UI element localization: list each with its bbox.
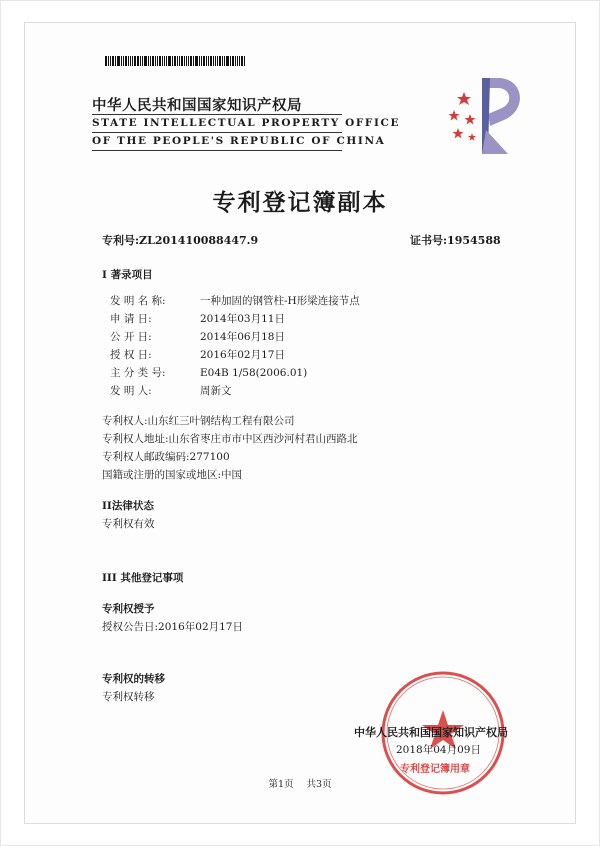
- certificate-number: 证书号:1954588: [410, 234, 501, 247]
- field-value: 周新文: [200, 385, 232, 397]
- field-label: 申 请 日:: [110, 313, 152, 325]
- grant-title: 专利权授予: [102, 603, 155, 615]
- field-row-inventor: [110, 383, 232, 398]
- transfer-text: 专利权转移: [102, 691, 155, 703]
- field-row-publication-date: [110, 329, 285, 344]
- office-name-en-line1: STATE INTELLECTUAL PROPERTY OFFICE: [92, 117, 401, 129]
- divider: [92, 150, 342, 151]
- field-row-invention-name: [110, 293, 360, 308]
- field-row-application-date: [110, 311, 285, 326]
- field-value: 一种加固的钢管柱-H形梁连接节点: [200, 295, 360, 307]
- legal-status: 专利权有效: [102, 518, 155, 530]
- divider: [92, 114, 342, 115]
- issuing-office: 中华人民共和国国家知识产权局: [354, 726, 508, 739]
- field-value: 2014年06月18日: [200, 331, 285, 343]
- field-label: 发 明 人:: [110, 385, 152, 397]
- field-row-grant-date: [110, 347, 285, 362]
- grant-announcement-date: 授权公告日:2016年02月17日: [102, 621, 243, 633]
- office-name-cn: 中华人民共和国国家知识产权局: [92, 97, 302, 114]
- barcode: [105, 56, 275, 66]
- field-label: 授 权 日:: [110, 349, 152, 361]
- section-1-title: I 著录项目: [102, 269, 153, 281]
- patentee-postal-code: 专利权人邮政编码:277100: [102, 451, 230, 463]
- transfer-title: 专利权的转移: [102, 673, 165, 685]
- stamp-label: 专利登记簿用章: [400, 764, 470, 775]
- divider: [92, 132, 342, 133]
- patent-number: 专利号:ZL201410088447.9: [102, 234, 259, 247]
- patentee-address: 专利权人地址:山东省枣庄市市中区西沙河村君山西路北: [102, 433, 358, 445]
- patentee: 专利权人:山东红三叶钢结构工程有限公司: [102, 415, 295, 427]
- field-value: E04B 1/58(2006.01): [200, 367, 308, 379]
- field-value: 2014年03月11日: [200, 313, 285, 325]
- field-row-classification: [110, 365, 307, 380]
- document-title: 专利登记簿副本: [212, 189, 388, 216]
- section-3-title: III 其他登记事项: [102, 572, 184, 584]
- office-name-en-line2: OF THE PEOPLE'S REPUBLIC OF CHINA: [92, 135, 386, 147]
- page-number: 第1页 共3页: [268, 779, 332, 790]
- field-value: 2016年02月17日: [200, 349, 285, 361]
- field-label: 公 开 日:: [110, 331, 152, 343]
- section-2-title: II法律状态: [102, 500, 154, 512]
- field-label: 主 分 类 号:: [110, 367, 166, 379]
- issue-date: 2018年04月09日: [396, 744, 481, 756]
- field-label: 发 明 名 称:: [110, 295, 166, 307]
- patentee-country: 国籍或注册的国家或地区:中国: [102, 469, 243, 481]
- office-logo: [448, 70, 528, 160]
